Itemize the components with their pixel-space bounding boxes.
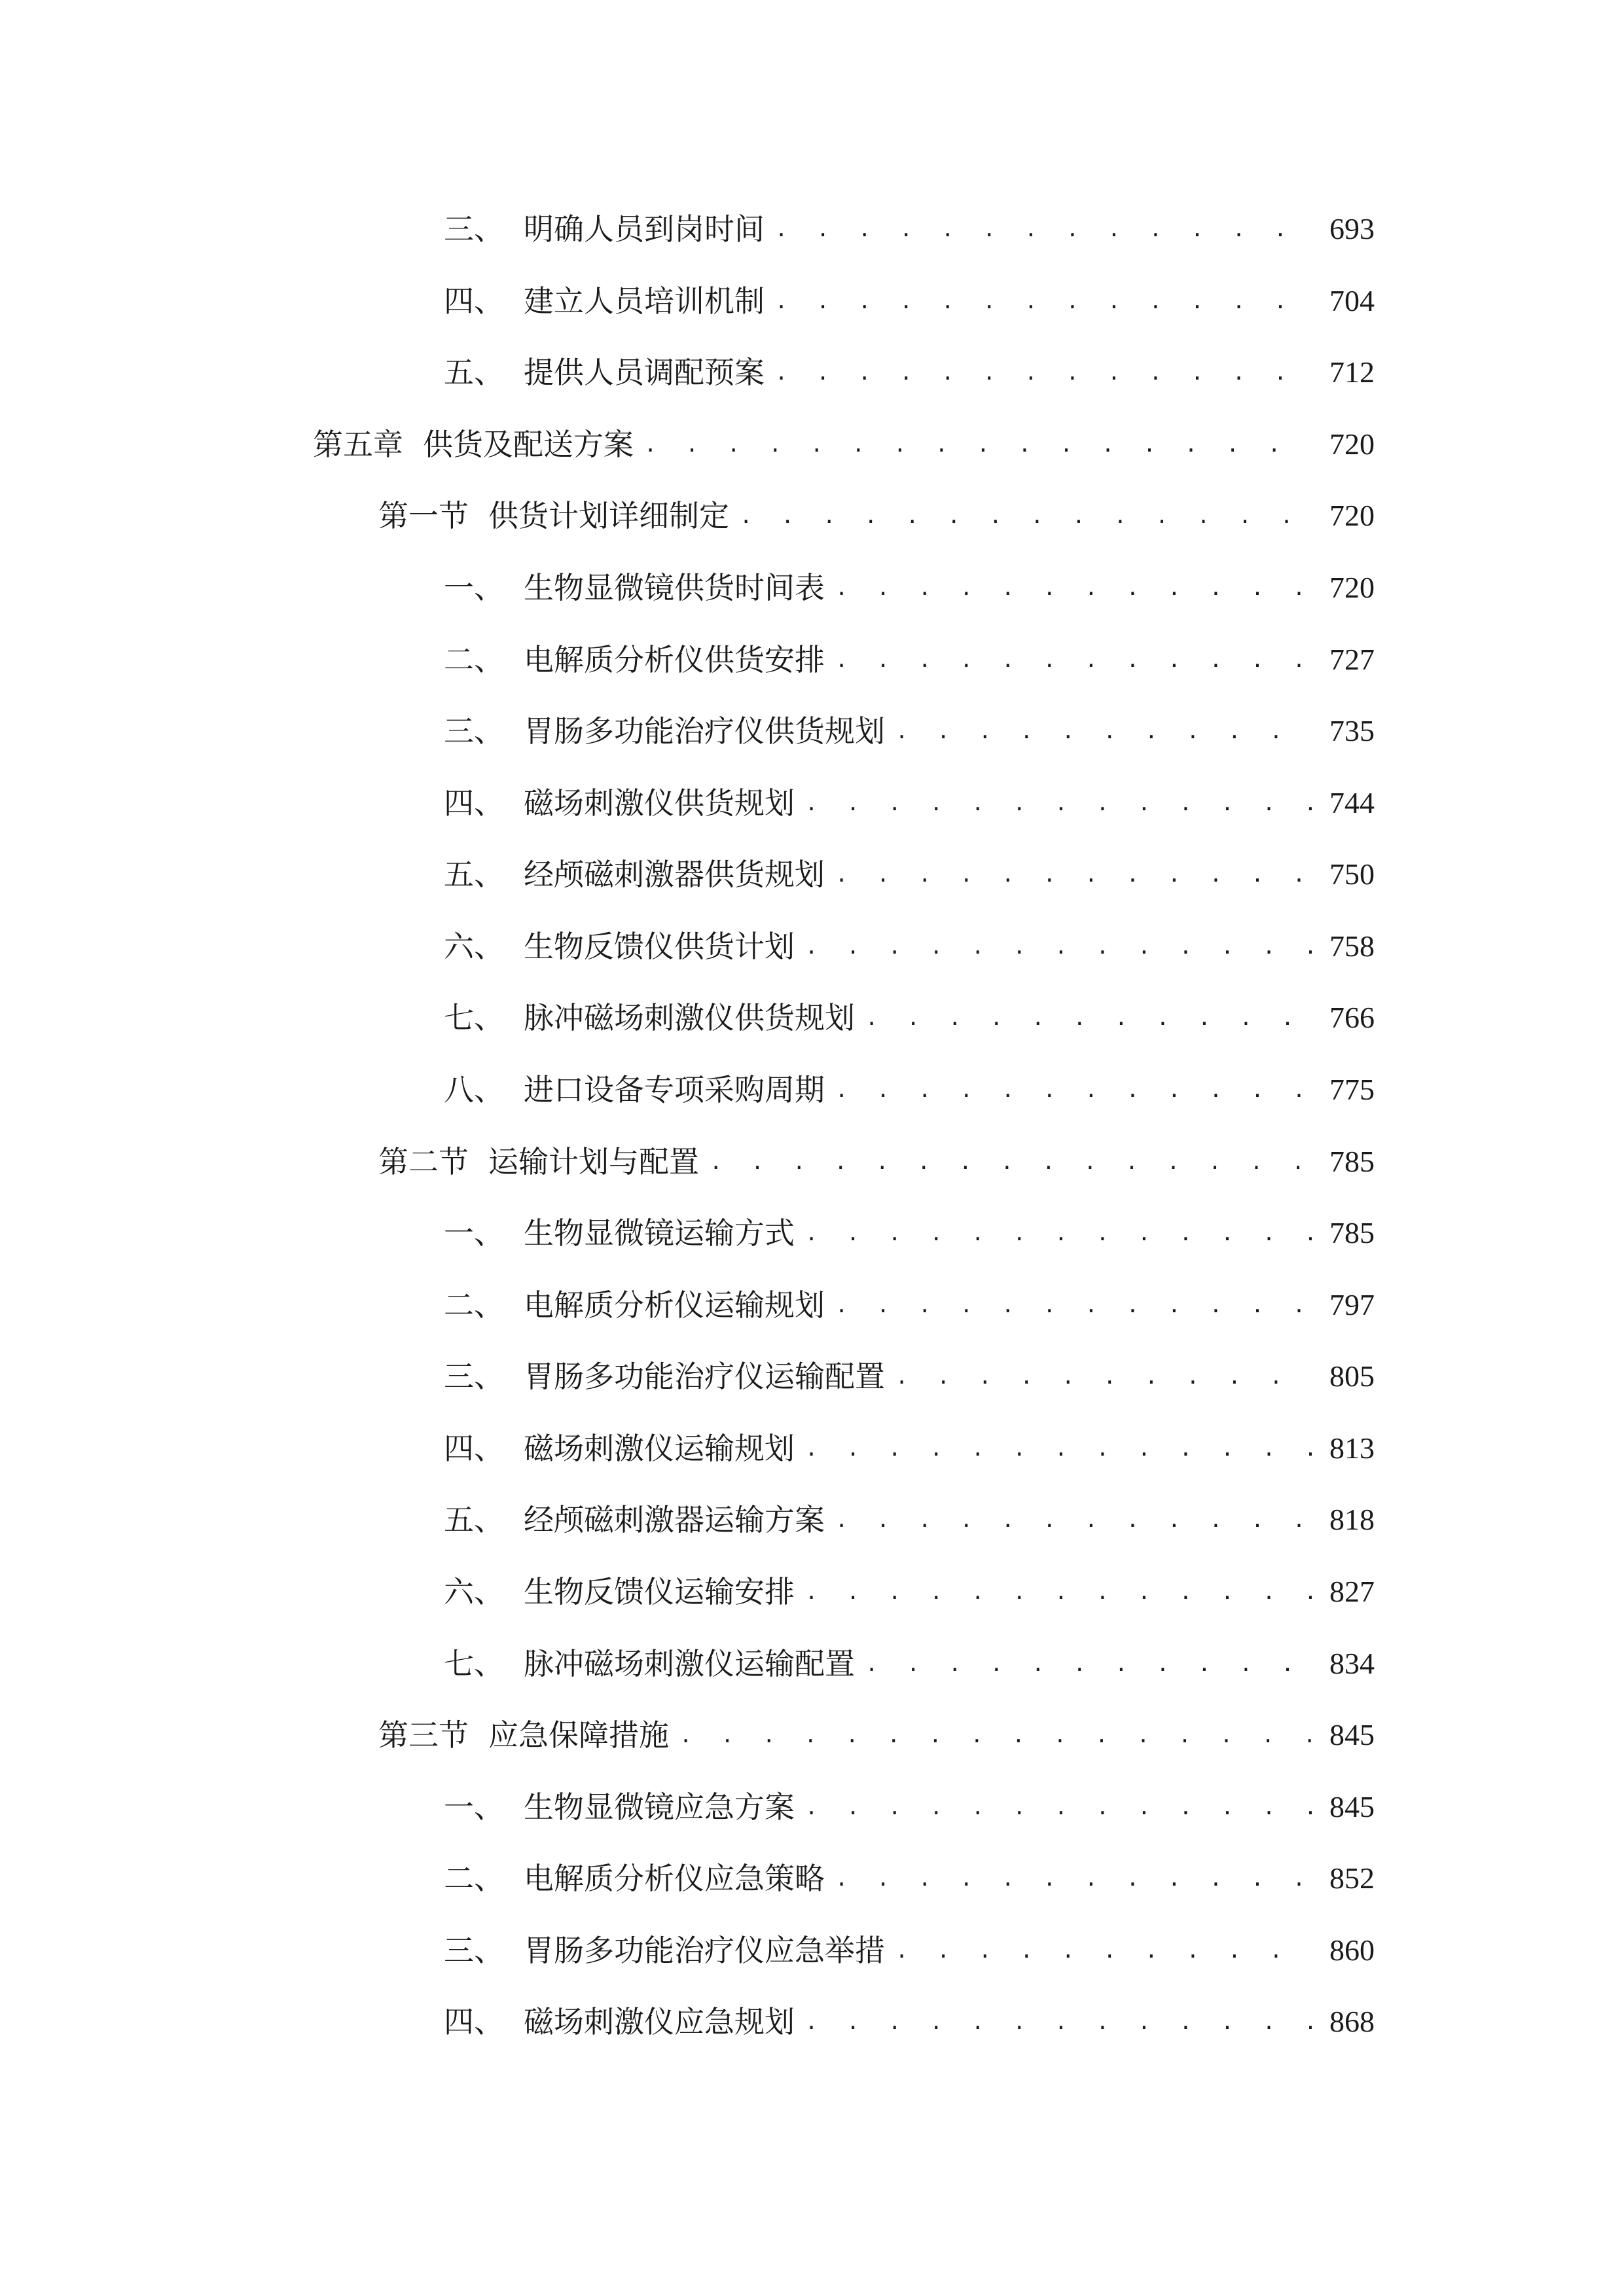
entry-marker: 五、	[444, 355, 504, 390]
toc-entry[interactable]	[444, 1852, 1375, 1905]
entry-title: 生物反馈仪运输安排	[524, 1574, 795, 1609]
dot-leader	[835, 1279, 1313, 1331]
entry-title: 生物显微镜供货时间表	[524, 570, 825, 605]
dot-leader	[805, 1566, 1313, 1618]
page-number: 834	[1329, 1647, 1375, 1680]
dot-leader	[865, 992, 1313, 1044]
entry-title: 磁场刺激仪应急规划	[524, 2004, 795, 2039]
page-number: 712	[1329, 355, 1375, 389]
page-number: 845	[1329, 1718, 1375, 1751]
entry-marker: 三、	[444, 1359, 504, 1394]
page-number: 785	[1329, 1216, 1375, 1249]
page-number: 750	[1329, 857, 1375, 891]
dot-leader	[805, 1781, 1313, 1833]
toc-entry[interactable]	[444, 1638, 1375, 1690]
toc-entry[interactable]	[444, 992, 1375, 1044]
dot-leader	[775, 346, 1313, 399]
entry-marker: 六、	[444, 929, 504, 964]
entry-marker: 第三节	[378, 1717, 469, 1753]
page-number: 860	[1329, 1933, 1375, 1967]
entry-marker: 第二节	[378, 1144, 469, 1179]
page-number: 720	[1329, 571, 1375, 604]
entry-title: 供货及配送方案	[423, 427, 634, 462]
dot-leader	[835, 1494, 1313, 1546]
toc-entry[interactable]	[444, 705, 1375, 757]
entry-title: 进口设备专项采购周期	[524, 1072, 825, 1107]
entry-marker: 二、	[444, 1287, 504, 1323]
dot-leader	[835, 848, 1313, 901]
dot-leader	[895, 1350, 1313, 1403]
entry-title: 生物显微镜运输方式	[524, 1215, 795, 1251]
page-number: 766	[1329, 1001, 1375, 1034]
toc-entry[interactable]	[444, 848, 1375, 901]
entry-title: 提供人员调配预案	[524, 355, 765, 390]
entry-marker: 五、	[444, 857, 504, 892]
toc-entry[interactable]	[444, 1279, 1375, 1331]
entry-title: 运输计划与配置	[488, 1144, 699, 1179]
entry-marker: 八、	[444, 1072, 504, 1107]
page-number: 845	[1329, 1790, 1375, 1823]
entry-title: 经颅磁刺激器供货规划	[524, 857, 825, 892]
page-number: 827	[1329, 1575, 1375, 1608]
dot-leader	[805, 920, 1313, 973]
toc-entry[interactable]	[444, 1207, 1375, 1259]
dot-leader	[805, 777, 1313, 829]
entry-marker: 三、	[444, 211, 504, 247]
entry-marker: 四、	[444, 2004, 504, 2039]
toc-entry[interactable]	[444, 777, 1375, 829]
page-number: 813	[1329, 1431, 1375, 1465]
toc-entry[interactable]	[444, 1494, 1375, 1546]
dot-leader	[805, 1422, 1313, 1475]
toc-entry[interactable]	[444, 1350, 1375, 1403]
page-number: 818	[1329, 1503, 1375, 1536]
dot-leader	[835, 562, 1313, 614]
toc-section-entry[interactable]	[378, 1136, 1375, 1188]
entry-title: 供货计划详细制定	[488, 498, 729, 533]
entry-marker: 三、	[444, 1933, 504, 1968]
page-number: 805	[1329, 1359, 1375, 1393]
toc-entry[interactable]	[444, 203, 1375, 255]
entry-marker: 三、	[444, 713, 504, 749]
entry-marker: 一、	[444, 570, 504, 605]
entry-title: 建立人员培训机制	[524, 283, 765, 319]
dot-leader	[710, 1136, 1313, 1188]
page-number: 704	[1329, 284, 1375, 317]
toc-entry[interactable]	[444, 275, 1375, 327]
entry-title: 胃肠多功能治疗仪运输配置	[524, 1359, 885, 1394]
page-number: 775	[1329, 1073, 1375, 1106]
entry-marker: 一、	[444, 1789, 504, 1825]
toc-entry[interactable]	[444, 1566, 1375, 1618]
dot-leader	[679, 1709, 1313, 1761]
entry-marker: 一、	[444, 1215, 504, 1251]
dot-leader	[775, 203, 1313, 255]
dot-leader	[775, 275, 1313, 327]
toc-entry[interactable]	[444, 346, 1375, 399]
entry-title: 生物反馈仪供货计划	[524, 929, 795, 964]
dot-leader	[835, 1852, 1313, 1905]
entry-title: 明确人员到岗时间	[524, 211, 765, 247]
entry-marker: 五、	[444, 1502, 504, 1537]
entry-title: 电解质分析仪应急策略	[524, 1861, 825, 1896]
page-number: 797	[1329, 1288, 1375, 1321]
entry-title: 生物显微镜应急方案	[524, 1789, 795, 1825]
toc-entry[interactable]	[444, 1996, 1375, 2048]
entry-title: 磁场刺激仪运输规划	[524, 1431, 795, 1466]
page-number: 744	[1329, 786, 1375, 819]
page-number: 727	[1329, 643, 1375, 676]
page-number: 758	[1329, 929, 1375, 963]
page-number: 720	[1329, 499, 1375, 532]
entry-title: 脉冲磁场刺激仪供货规划	[524, 1000, 855, 1035]
dot-leader	[835, 634, 1313, 686]
page-number: 852	[1329, 1861, 1375, 1895]
toc-entry[interactable]	[444, 562, 1375, 614]
entry-marker: 七、	[444, 1646, 504, 1681]
entry-marker: 第一节	[378, 498, 469, 533]
dot-leader	[740, 490, 1313, 542]
dot-leader	[895, 705, 1313, 757]
page-number: 868	[1329, 2005, 1375, 2038]
entry-marker: 第五章	[313, 427, 403, 462]
entry-title: 应急保障措施	[488, 1717, 669, 1753]
toc-entry[interactable]	[444, 1422, 1375, 1475]
page-number: 735	[1329, 714, 1375, 747]
dot-leader	[805, 1207, 1313, 1259]
entry-marker: 四、	[444, 785, 504, 821]
dot-leader	[835, 1064, 1313, 1116]
entry-marker: 四、	[444, 283, 504, 319]
toc-chapter-entry[interactable]	[313, 418, 1375, 471]
entry-title: 电解质分析仪供货安排	[524, 642, 825, 677]
dot-leader	[865, 1638, 1313, 1690]
dot-leader	[644, 418, 1313, 471]
entry-marker: 六、	[444, 1574, 504, 1609]
toc-entry[interactable]	[444, 1924, 1375, 1977]
toc-section-entry[interactable]	[378, 490, 1375, 542]
toc-entry[interactable]	[444, 920, 1375, 973]
page-number: 785	[1329, 1145, 1375, 1178]
dot-leader	[805, 1996, 1313, 2048]
entry-title: 胃肠多功能治疗仪应急举措	[524, 1933, 885, 1968]
entry-title: 脉冲磁场刺激仪运输配置	[524, 1646, 855, 1681]
entry-title: 电解质分析仪运输规划	[524, 1287, 825, 1323]
entry-title: 胃肠多功能治疗仪供货规划	[524, 713, 885, 749]
toc-entry[interactable]	[444, 1781, 1375, 1833]
entry-title: 经颅磁刺激器运输方案	[524, 1502, 825, 1537]
page-number: 720	[1329, 427, 1375, 461]
entry-marker: 四、	[444, 1431, 504, 1466]
entry-marker: 二、	[444, 1861, 504, 1896]
entry-marker: 二、	[444, 642, 504, 677]
entry-title: 磁场刺激仪供货规划	[524, 785, 795, 821]
entry-marker: 七、	[444, 1000, 504, 1035]
toc-entry[interactable]	[444, 1064, 1375, 1116]
toc-section-entry[interactable]	[378, 1709, 1375, 1761]
page-number: 693	[1329, 212, 1375, 245]
toc-entry[interactable]	[444, 634, 1375, 686]
dot-leader	[895, 1924, 1313, 1977]
